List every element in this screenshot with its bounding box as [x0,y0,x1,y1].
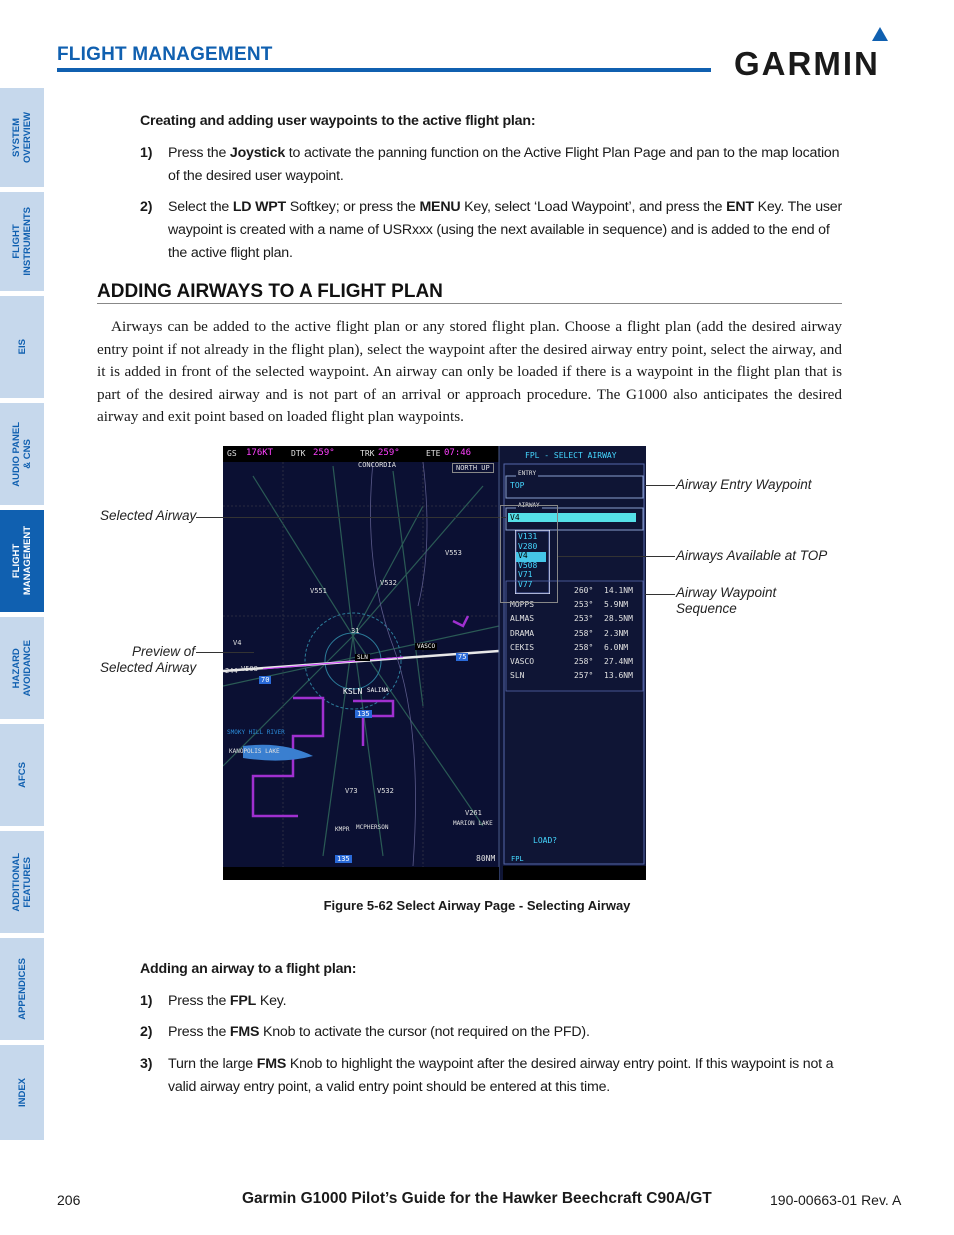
tab-eis[interactable] [0,296,44,398]
document-number: 190-00663-01 Rev. A [770,1192,902,1208]
mfd-screen [223,446,646,880]
callout-preview-1: Preview of [132,644,196,659]
airway-option[interactable]: V77 [518,579,533,589]
callout-line [196,517,506,518]
airway-option[interactable]: V131 [518,532,538,541]
figure-caption: Figure 5-62 Select Airway Page - Selecting Airway [323,898,631,913]
airway-label: AIRWAY [518,502,540,509]
sequence-row [510,641,640,655]
tab-afcs[interactable] [0,724,44,826]
airway-option[interactable]: V508 [518,560,538,570]
user-wpt-heading: Creating and adding user waypoints to the active flight plan: [140,113,536,129]
trk-value: 259° [378,448,400,458]
map-label: KANOPOLIS LAKE [229,748,280,755]
step-key: Joystick [229,145,286,161]
step-number: 3) [140,1056,153,1072]
sequence-dtk: 258° [574,657,594,667]
map-label: KMPR [335,826,350,833]
map-label: 70 [261,676,270,684]
gs-value: 176KT [246,448,274,458]
tab-additional-features[interactable] [0,831,44,933]
trk-label: TRK [360,449,375,458]
sequence-row [510,627,640,641]
step-text: Knob to activate the cursor (not required on the PFD). [259,1024,590,1040]
dtk-value: 259° [313,448,335,458]
sequence-distance: 14.1NM [604,586,633,595]
tab-flight-management[interactable] [0,510,44,612]
map-label: MARION LAKE [453,820,493,827]
tab-label: SYSTEM OVERVIEW [11,111,33,164]
step-key: MENU [419,199,461,215]
step-text: Key. The user waypoint is created with a name of USRxxx (using the next available in sequence) and is added to the end of the active flight plan. [168,199,842,261]
map-range: 80NM [476,854,496,863]
map-label: V553 [445,549,462,557]
map-label: VASCO [417,643,436,650]
sequence-distance: 6.0NM [604,642,629,652]
airway-option[interactable]: V71 [518,570,533,580]
sequence-waypoint: CEKIS [510,642,535,652]
callout-line [557,556,675,557]
step-key: ENT [726,199,754,215]
map-label: MCPHERSON [356,824,389,831]
sequence-distance: 28.5NM [604,614,633,624]
map-label: V4 [233,639,242,647]
panel-title: FPL - SELECT AIRWAY [525,451,617,460]
user-wpt-step-2 [140,196,842,265]
map-label: V532 [380,579,397,587]
tab-label: INDEX [16,1077,28,1108]
step-text: Select the [168,199,233,215]
sequence-dtk: 260° [574,586,594,595]
sequence-waypoint: DRAMA [510,628,535,638]
map-label: V551 [310,587,327,595]
airway-step-2 [140,1021,842,1044]
page-number: 206 [57,1192,81,1208]
map-label: 75 [458,653,467,661]
ete-value: 07:46 [444,448,472,458]
map-label-airport: KSLN [343,687,363,696]
airway-step-3 [140,1053,842,1099]
tab-appendices[interactable] [0,938,44,1040]
map-label: V261 [465,809,482,817]
tab-index[interactable] [0,1045,44,1140]
step-number: 2) [140,1024,153,1040]
step-number: 1) [140,993,153,1009]
tab-hazard-avoidance[interactable] [0,617,44,719]
tab-label: AUDIO PANEL & CNS [11,421,33,487]
ete-label: ETE [426,449,441,458]
callout-sequence-1: Airway Waypoint [676,585,777,600]
sequence-row [510,669,640,683]
footer-title: Garmin G1000 Pilot’s Guide for the Hawker Beechcraft C90A/GT [242,1190,712,1207]
map-label: V508 [241,665,258,673]
step-text: to activate the panning function on the Active Flight Plan Page and pan to the map location of the desired user waypoint. [168,145,840,184]
tab-label: EIS [16,339,28,355]
sequence-dtk: 253° [574,614,594,624]
garmin-logo-text: GARMIN [734,45,880,82]
map-label: 244 [225,667,238,675]
tab-flight-instruments[interactable] [0,192,44,291]
callout-line [196,652,254,653]
section-rule [97,303,842,304]
airway-field[interactable]: V4 [510,513,520,522]
sequence-row [510,612,640,626]
dtk-label: DTK [291,449,306,458]
map-label: V73 [345,787,358,795]
tab-system-overview[interactable] [0,88,44,187]
sequence-distance: 27.4NM [604,657,633,667]
tab-label: ADDITIONAL FEATURES [11,852,33,912]
airway-option[interactable]: V4 [518,551,528,561]
callout-sequence-2: Sequence [676,601,737,616]
sequence-waypoint: SLN [510,671,525,681]
sequence-dtk: 258° [574,628,594,638]
step-text: Key, select ‘Load Waypoint’, and press the [460,199,727,215]
sequence-dtk: 257° [574,671,594,681]
sequence-distance: 13.6NM [604,671,633,681]
section-intro: Airways can be added to the active flight plan or any stored flight plan. Choose a flight plan (add the desired airway entry point if not already in the flight plan), select the waypoint after the desired airway entry point, select the airway, and it is added in front of the selected waypoint. An airway can only be loaded if there is a waypoint in the flight plan that is part of the desired airway and is not part of an arrival or approach procedure. The G1000 also anticipates the desired airway and exit point based on loaded flight plan waypoints. [97,318,842,426]
load-prompt[interactable]: LOAD? [533,836,558,845]
step-key: LD WPT [232,199,287,215]
map-label: V532 [377,787,394,795]
airway-step-1 [140,990,842,1013]
callout-selected-airway: Selected Airway [100,508,197,523]
airway-option[interactable]: V280 [518,541,538,551]
gs-label: GS [227,449,237,458]
step-text: Key. [256,993,287,1009]
entry-label: ENTRY [518,470,537,477]
tab-label: HAZARD AVOIDANCE [11,639,33,697]
tab-label: APPENDICES [16,958,28,1020]
step-key: FMS [256,1056,287,1072]
step-text: Turn the large [168,1056,257,1072]
garmin-logo [734,25,899,82]
callout-line [645,594,675,595]
step-text: Press the [168,993,230,1009]
step-number: 2) [140,199,153,215]
sequence-row [510,655,640,669]
sequence-distance: 5.9NM [604,600,629,610]
user-wpt-step-1 [140,142,842,188]
callout-airways-available: Airways Available at TOP [676,548,828,563]
callout-line [645,485,675,486]
map-label: 31 [351,627,360,635]
step-key: FMS [229,1024,260,1040]
section-header: FLIGHT MANAGEMENT [57,44,273,65]
sequence-dtk: 258° [574,642,594,652]
step-text: Softkey; or press the [286,199,420,215]
sequence-waypoint: ALMAS [510,614,535,624]
section-title: ADDING AIRWAYS TO A FLIGHT PLAN [97,281,443,302]
map-label: SALINA [367,687,389,694]
map-label-concordia: CONCORDIA [358,461,396,469]
fpl-label: FPL [511,855,524,863]
sequence-dtk: 253° [574,600,594,610]
airway-steps-heading: Adding an airway to a flight plan: [140,961,357,977]
step-text: Press the [168,1024,230,1040]
map-label: SLN [357,654,368,661]
map-label: SMOKY HILL RIVER [227,729,285,736]
map-label: 135 [357,710,370,718]
header-rule [57,68,711,72]
sequence-waypoint: VASCO [510,657,535,667]
step-text: Knob to highlight the waypoint after the desired airway entry point. If this waypoint is not a valid airway entry point, a valid entry point should be entered at this time. [168,1056,834,1095]
tab-label: FLIGHT INSTRUMENTS [11,207,33,276]
map-label: 135 [337,855,350,863]
tab-label: FLIGHT MANAGEMENT [11,526,33,596]
step-text: Press the [168,145,230,161]
sequence-waypoint: MOPPS [510,600,535,610]
entry-field[interactable]: TOP [510,481,525,490]
step-number: 1) [140,145,153,161]
step-key: FPL [229,993,257,1009]
callout-preview-2: Selected Airway [100,660,197,675]
sequence-distance: 2.3NM [604,628,629,638]
tab-audio-panel[interactable] [0,403,44,505]
airway-list-highlight [500,505,558,603]
north-up-button[interactable]: NORTH UP [452,463,494,473]
tab-label: AFCS [16,762,28,788]
callout-entry-waypoint: Airway Entry Waypoint [676,477,812,492]
